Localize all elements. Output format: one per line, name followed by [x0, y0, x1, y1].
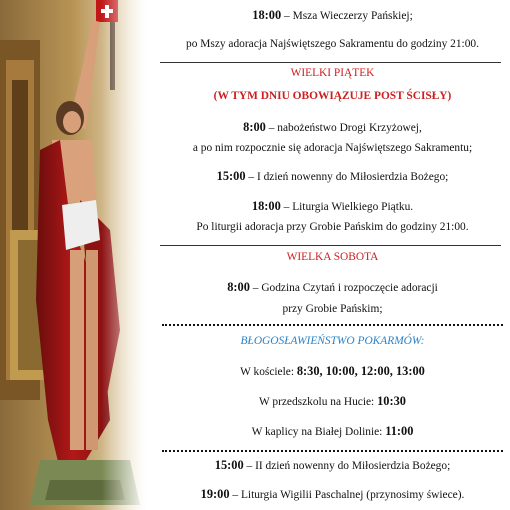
friday-line-5: Po liturgii adoracja przy Grobie Pańskim do godziny 21:00.	[196, 221, 469, 233]
time: 19:00	[200, 487, 230, 501]
dotted-separator	[162, 450, 503, 452]
time: 10:30	[377, 394, 406, 408]
risen-christ-statue-photo	[0, 0, 145, 510]
text: W kaplicy na Białej Dolinie:	[251, 426, 386, 438]
text: – Godzina Czytań i rozpoczęcie adoracji	[249, 282, 438, 294]
friday-line-4	[160, 199, 505, 214]
statue-illustration	[0, 0, 145, 510]
time: 18:00	[251, 199, 281, 213]
thursday-line-2: po Mszy adoracja Najświętszego Sakramentu do godziny 21:00.	[186, 38, 479, 50]
text: – nabożeństwo Drogi Krzyżowej,	[265, 122, 422, 134]
saturday-evening-line-2	[160, 487, 505, 502]
blessing-title: BŁOGOSŁAWIEŃSTWO POKARMÓW:	[240, 335, 425, 347]
times: 8:30, 10:00, 12:00, 13:00	[296, 364, 425, 378]
text: – Msza Wieczerzy Pańskiej;	[281, 10, 413, 22]
friday-line-2: a po nim rozpocznie się adoracja Najświętszego Sakramentu;	[192, 142, 473, 154]
thursday-line-1	[160, 8, 505, 23]
time: 8:00	[227, 280, 250, 294]
holy-week-schedule	[160, 0, 505, 510]
blessing-line-3	[160, 424, 505, 439]
saturday-title: WIELKA SOBOTA	[286, 251, 379, 263]
blessing-line-2	[160, 394, 505, 409]
time: 8:00	[243, 120, 266, 134]
blessing-line-1	[160, 364, 505, 379]
time: 15:00	[214, 458, 244, 472]
text: W przedszkolu na Hucie:	[258, 396, 378, 408]
dotted-separator	[162, 324, 503, 326]
time: 11:00	[385, 424, 414, 438]
separator	[160, 245, 501, 246]
text: W kościele:	[240, 366, 297, 378]
saturday-evening-line-1	[160, 458, 505, 473]
text: – Liturgia Wielkiego Piątku.	[280, 201, 414, 213]
text: – Liturgia Wigilii Paschalnej (przynosimy świece).	[229, 489, 465, 501]
friday-subtitle: (W TYM DNIU OBOWIĄZUJE POST ŚCISŁY)	[213, 90, 452, 102]
time: 15:00	[216, 169, 246, 183]
friday-line-1	[160, 120, 505, 135]
saturday-line-2: przy Grobie Pańskim;	[282, 303, 383, 315]
time: 18:00	[252, 8, 282, 22]
text: – II dzień nowenny do Miłosierdzia Bożego;	[243, 460, 451, 472]
saturday-line-1	[160, 280, 505, 295]
text: – I dzień nowenny do Miłosierdzia Bożego;	[245, 171, 449, 183]
separator	[160, 62, 501, 63]
friday-line-3	[160, 169, 505, 184]
friday-title: WIELKI PIĄTEK	[290, 67, 375, 79]
